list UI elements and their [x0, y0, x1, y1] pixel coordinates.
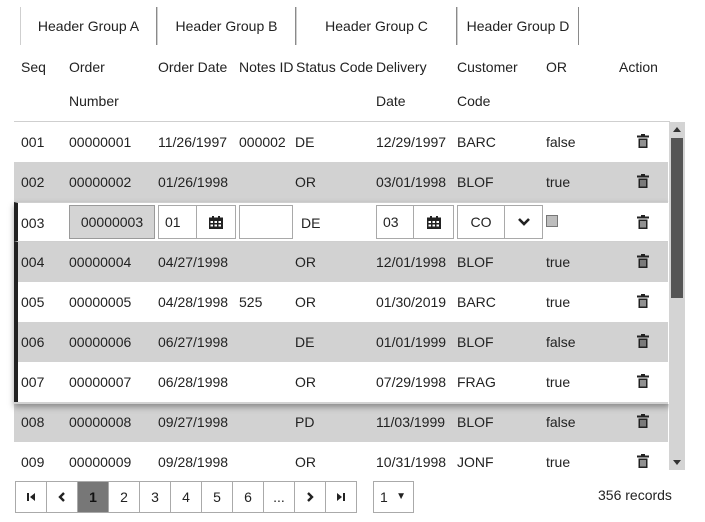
cell-customer-code: BLOF — [457, 334, 494, 350]
cell-or: false — [546, 414, 576, 430]
header-group-a[interactable]: Header Group A — [20, 7, 157, 45]
page-4-button[interactable]: 4 — [170, 481, 202, 513]
col-header-delivery-line1: Delivery — [376, 59, 427, 75]
cell-order-number: 00000005 — [69, 294, 132, 310]
cell-order-date: 09/27/1998 — [158, 414, 229, 430]
cell-customer-code: JONF — [457, 454, 494, 470]
cell-customer-code: BLOF — [457, 414, 494, 430]
cell-status-code: DE — [301, 215, 321, 231]
cell-order-date: 06/28/1998 — [158, 374, 229, 390]
cell-or: true — [546, 294, 571, 310]
col-header-order-line1: Order — [69, 59, 105, 75]
trash-icon[interactable] — [637, 174, 649, 188]
cell-notes-id: 525 — [239, 294, 263, 310]
cell-seq: 002 — [21, 174, 45, 190]
first-page-icon — [26, 492, 36, 502]
order-number-field[interactable]: 00000003 — [69, 205, 155, 239]
record-count: 356 records — [598, 487, 672, 503]
page-3-button[interactable]: 3 — [139, 481, 171, 513]
cell-delivery-date: 03/01/1998 — [376, 174, 447, 190]
scroll-down-arrow-icon[interactable] — [673, 460, 681, 465]
table-row[interactable] — [14, 322, 668, 362]
calendar-icon — [427, 216, 441, 229]
last-page-icon — [336, 492, 346, 502]
col-header-order-line2: Number — [69, 93, 119, 109]
cell-seq: 004 — [21, 254, 45, 270]
cell-customer-code: BARC — [457, 294, 496, 310]
dropdown-arrow-icon: ▼ — [396, 491, 406, 502]
col-header-customer-line1: Customer — [457, 59, 518, 75]
cell-or: true — [546, 374, 571, 390]
cell-customer-code: FRAG — [457, 374, 496, 390]
cell-customer-code: BLOF — [457, 254, 494, 270]
cell-customer-code: BARC — [457, 134, 496, 150]
customer-code-dropdown-button[interactable] — [504, 205, 543, 239]
table-row[interactable] — [14, 162, 668, 202]
col-header-seq[interactable]: Seq — [21, 59, 46, 75]
table-row[interactable] — [14, 442, 668, 470]
cell-seq: 007 — [21, 374, 45, 390]
customer-code-field[interactable]: CO — [457, 205, 505, 239]
trash-icon[interactable] — [637, 134, 649, 148]
table-row[interactable] — [14, 122, 668, 162]
next-page-icon — [306, 492, 314, 502]
cell-delivery-date: 12/01/1998 — [376, 254, 447, 270]
cell-order-date: 04/28/1998 — [158, 294, 229, 310]
cell-delivery-date: 10/31/1998 — [376, 454, 447, 470]
prev-page-icon — [58, 492, 66, 502]
cell-seq: 003 — [21, 215, 45, 231]
cell-or: false — [546, 134, 576, 150]
prev-page-button[interactable] — [46, 481, 78, 513]
table-row-editing[interactable] — [14, 202, 668, 242]
header-group-d[interactable]: Header Group D — [457, 7, 579, 45]
col-header-action: Action — [619, 59, 658, 75]
table-row[interactable] — [14, 362, 668, 402]
last-page-button[interactable] — [325, 481, 357, 513]
table-row[interactable] — [14, 242, 668, 282]
page-1-button[interactable]: 1 — [77, 481, 109, 513]
order-date-field[interactable]: 01 — [158, 205, 197, 239]
trash-icon[interactable] — [637, 374, 649, 388]
col-header-order-number[interactable] — [69, 50, 119, 118]
table-row[interactable] — [14, 402, 668, 442]
calendar-icon — [209, 216, 223, 229]
col-header-customer-line2: Code — [457, 93, 491, 109]
cell-delivery-date: 07/29/1998 — [376, 374, 447, 390]
cell-delivery-date: 01/01/1999 — [376, 334, 447, 350]
cell-or: true — [546, 254, 571, 270]
data-grid — [14, 121, 685, 470]
delivery-date-field[interactable]: 03 — [376, 205, 414, 239]
cell-order-date: 09/28/1998 — [158, 454, 229, 470]
cell-delivery-date: 11/03/1999 — [376, 414, 446, 430]
cell-order-number: 00000002 — [69, 174, 132, 190]
cell-order-date: 01/26/1998 — [158, 174, 229, 190]
header-group-b[interactable]: Header Group B — [157, 7, 296, 45]
cell-order-number: 00000001 — [69, 134, 132, 150]
cell-status-code: OR — [295, 174, 316, 190]
scroll-up-arrow-icon[interactable] — [673, 127, 681, 132]
table-row[interactable] — [14, 282, 668, 322]
page-6-button[interactable]: 6 — [232, 481, 264, 513]
trash-icon[interactable] — [637, 254, 649, 268]
cell-order-number: 00000004 — [69, 254, 132, 270]
pagination — [15, 481, 356, 513]
delivery-date-picker-button[interactable] — [413, 205, 454, 239]
cell-status-code: PD — [295, 414, 315, 430]
cell-order-number: 00000009 — [69, 454, 132, 470]
cell-status-code: OR — [295, 454, 316, 470]
cell-or: false — [546, 334, 576, 350]
col-header-status-code[interactable]: Status Code — [296, 59, 374, 75]
col-header-notes-id[interactable]: Notes ID — [239, 59, 294, 75]
cell-seq: 006 — [21, 334, 45, 350]
more-pages-button[interactable]: ... — [263, 481, 295, 513]
cell-status-code: DE — [295, 334, 315, 350]
chevron-down-icon — [518, 218, 530, 226]
page-size-select[interactable] — [373, 481, 414, 513]
cell-seq: 009 — [21, 454, 45, 470]
col-header-delivery-date[interactable] — [376, 50, 427, 118]
cell-order-number: 00000008 — [69, 414, 132, 430]
header-groups — [20, 7, 579, 45]
first-page-button[interactable] — [15, 481, 47, 513]
or-checkbox[interactable] — [546, 215, 558, 227]
cell-seq: 008 — [21, 414, 45, 430]
cell-or: true — [546, 174, 571, 190]
page-5-button[interactable]: 5 — [201, 481, 233, 513]
header-group-c[interactable]: Header Group C — [296, 7, 457, 45]
cell-customer-code: BLOF — [457, 174, 494, 190]
next-page-button[interactable] — [294, 481, 326, 513]
cell-order-date: 06/27/1998 — [158, 334, 229, 350]
cell-order-number: 00000006 — [69, 334, 132, 350]
order-date-picker-button[interactable] — [196, 205, 236, 239]
cell-order-number: 00000007 — [69, 374, 132, 390]
cell-seq: 005 — [21, 294, 45, 310]
cell-status-code: OR — [295, 374, 316, 390]
scrollbar-thumb[interactable] — [671, 138, 683, 298]
trash-icon[interactable] — [637, 414, 649, 428]
cell-status-code: OR — [295, 254, 316, 270]
trash-icon[interactable] — [637, 454, 649, 468]
cell-status-code: OR — [295, 294, 316, 310]
col-header-delivery-line2: Date — [376, 93, 406, 109]
page-2-button[interactable]: 2 — [108, 481, 140, 513]
trash-icon[interactable] — [637, 334, 649, 348]
page-size-value: 1 — [380, 489, 388, 505]
cell-or: true — [546, 454, 571, 470]
cell-delivery-date: 12/29/1997 — [376, 134, 447, 150]
vertical-scrollbar[interactable] — [669, 122, 685, 470]
col-header-customer-code[interactable] — [457, 50, 518, 118]
cell-order-date: 04/27/1998 — [158, 254, 229, 270]
notes-id-field[interactable] — [239, 205, 293, 239]
cell-notes-id: 000002 — [239, 134, 286, 150]
cell-order-date: 11/26/1997 — [158, 134, 228, 150]
cell-status-code: DE — [295, 134, 315, 150]
col-header-or[interactable]: OR — [546, 59, 567, 75]
trash-icon[interactable] — [637, 294, 649, 308]
col-header-order-date[interactable]: Order Date — [158, 59, 228, 75]
cell-seq: 001 — [21, 134, 45, 150]
trash-icon[interactable] — [637, 215, 649, 229]
cell-delivery-date: 01/30/2019 — [376, 294, 447, 310]
